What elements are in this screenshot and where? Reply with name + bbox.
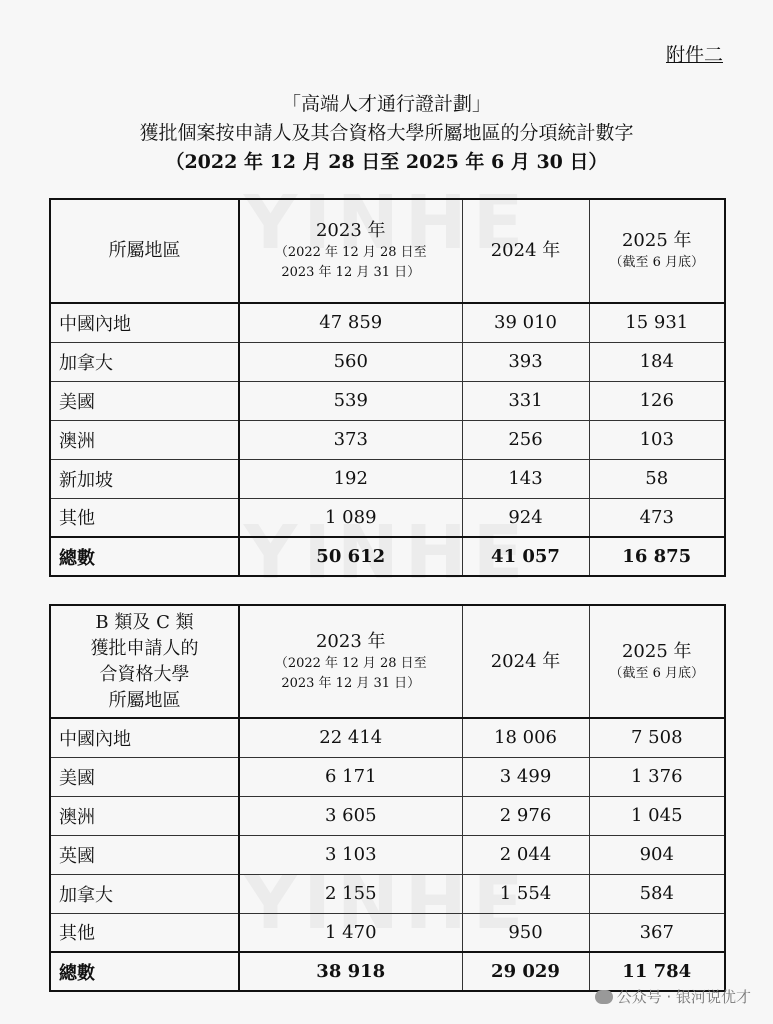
region-cell: 澳洲	[50, 796, 239, 835]
value-2024: 143	[462, 459, 589, 498]
table-row	[50, 459, 725, 498]
region-cell: 加拿大	[50, 874, 239, 913]
value-2023: 560	[239, 342, 462, 381]
value-2024: 18 006	[462, 718, 589, 757]
table-header-row	[50, 605, 725, 718]
value-2025: 584	[589, 874, 725, 913]
header-2025: 2025 年 （截至 6 月底）	[589, 605, 725, 718]
table-row	[50, 342, 725, 381]
header-2023: 2023 年 （2022 年 12 月 28 日至 2023 年 12 月 31 日）	[239, 605, 462, 718]
region-cell: 中國內地	[50, 718, 239, 757]
table-row	[50, 757, 725, 796]
total-label: 總數	[50, 952, 239, 991]
title-line-1: 「高端人才通行證計劃」	[281, 93, 491, 115]
value-2025: 58	[589, 459, 725, 498]
value-2024: 2 044	[462, 835, 589, 874]
header-2024: 2024 年	[462, 199, 589, 303]
total-2025: 11 784	[589, 952, 725, 991]
header-region: 所屬地區	[50, 199, 239, 303]
value-2023: 6 171	[239, 757, 462, 796]
annex-label: 附件二	[665, 44, 723, 66]
value-2023: 3 103	[239, 835, 462, 874]
table-row	[50, 381, 725, 420]
document-title	[0, 90, 773, 177]
total-label: 總數	[50, 537, 239, 576]
region-cell: 其他	[50, 498, 239, 537]
value-2025: 126	[589, 381, 725, 420]
value-2024: 331	[462, 381, 589, 420]
total-2025: 16 875	[589, 537, 725, 576]
table-header-row	[50, 199, 725, 303]
value-2024: 3 499	[462, 757, 589, 796]
value-2024: 950	[462, 913, 589, 952]
value-2024: 2 976	[462, 796, 589, 835]
table-approved-by-region	[49, 198, 726, 577]
region-cell: 澳洲	[50, 420, 239, 459]
value-2024: 393	[462, 342, 589, 381]
value-2024: 256	[462, 420, 589, 459]
wechat-icon	[595, 990, 613, 1004]
title-line-2: 獲批個案按申請人及其合資格大學所屬地區的分項統計數字	[139, 122, 634, 144]
region-cell: 英國	[50, 835, 239, 874]
value-2023: 192	[239, 459, 462, 498]
value-2023: 373	[239, 420, 462, 459]
value-2023: 22 414	[239, 718, 462, 757]
value-2025: 367	[589, 913, 725, 952]
value-2025: 7 508	[589, 718, 725, 757]
value-2023: 3 605	[239, 796, 462, 835]
value-2024: 39 010	[462, 303, 589, 342]
table-row	[50, 303, 725, 342]
total-2024: 29 029	[462, 952, 589, 991]
value-2025: 904	[589, 835, 725, 874]
value-2023: 2 155	[239, 874, 462, 913]
value-2023: 539	[239, 381, 462, 420]
header-2025: 2025 年 （截至 6 月底）	[589, 199, 725, 303]
table-row	[50, 718, 725, 757]
region-cell: 新加坡	[50, 459, 239, 498]
total-2024: 41 057	[462, 537, 589, 576]
region-cell: 加拿大	[50, 342, 239, 381]
value-2023: 47 859	[239, 303, 462, 342]
table-row	[50, 874, 725, 913]
footer-text: 公众号 · 银河说优才	[616, 988, 751, 1006]
table-total-row	[50, 537, 725, 576]
title-line-3: （2022 年 12 月 28 日至 2025 年 6 月 30 日）	[165, 151, 608, 173]
region-cell: 中國內地	[50, 303, 239, 342]
region-cell: 美國	[50, 757, 239, 796]
value-2025: 15 931	[589, 303, 725, 342]
table-row	[50, 498, 725, 537]
footer-source	[595, 986, 751, 1007]
value-2025: 103	[589, 420, 725, 459]
header-2024: 2024 年	[462, 605, 589, 718]
value-2024: 924	[462, 498, 589, 537]
region-cell: 美國	[50, 381, 239, 420]
value-2024: 1 554	[462, 874, 589, 913]
header-2023: 2023 年 （2022 年 12 月 28 日至 2023 年 12 月 31 日）	[239, 199, 462, 303]
total-2023: 38 918	[239, 952, 462, 991]
value-2025: 184	[589, 342, 725, 381]
value-2025: 473	[589, 498, 725, 537]
value-2023: 1 089	[239, 498, 462, 537]
header-region: B 類及 C 類 獲批申請人的 合資格大學 所屬地區	[50, 605, 239, 718]
value-2023: 1 470	[239, 913, 462, 952]
table-row	[50, 420, 725, 459]
table-row	[50, 913, 725, 952]
table-bc-university-region	[49, 604, 726, 992]
value-2025: 1 376	[589, 757, 725, 796]
total-2023: 50 612	[239, 537, 462, 576]
value-2025: 1 045	[589, 796, 725, 835]
table-row	[50, 796, 725, 835]
table-row	[50, 835, 725, 874]
region-cell: 其他	[50, 913, 239, 952]
